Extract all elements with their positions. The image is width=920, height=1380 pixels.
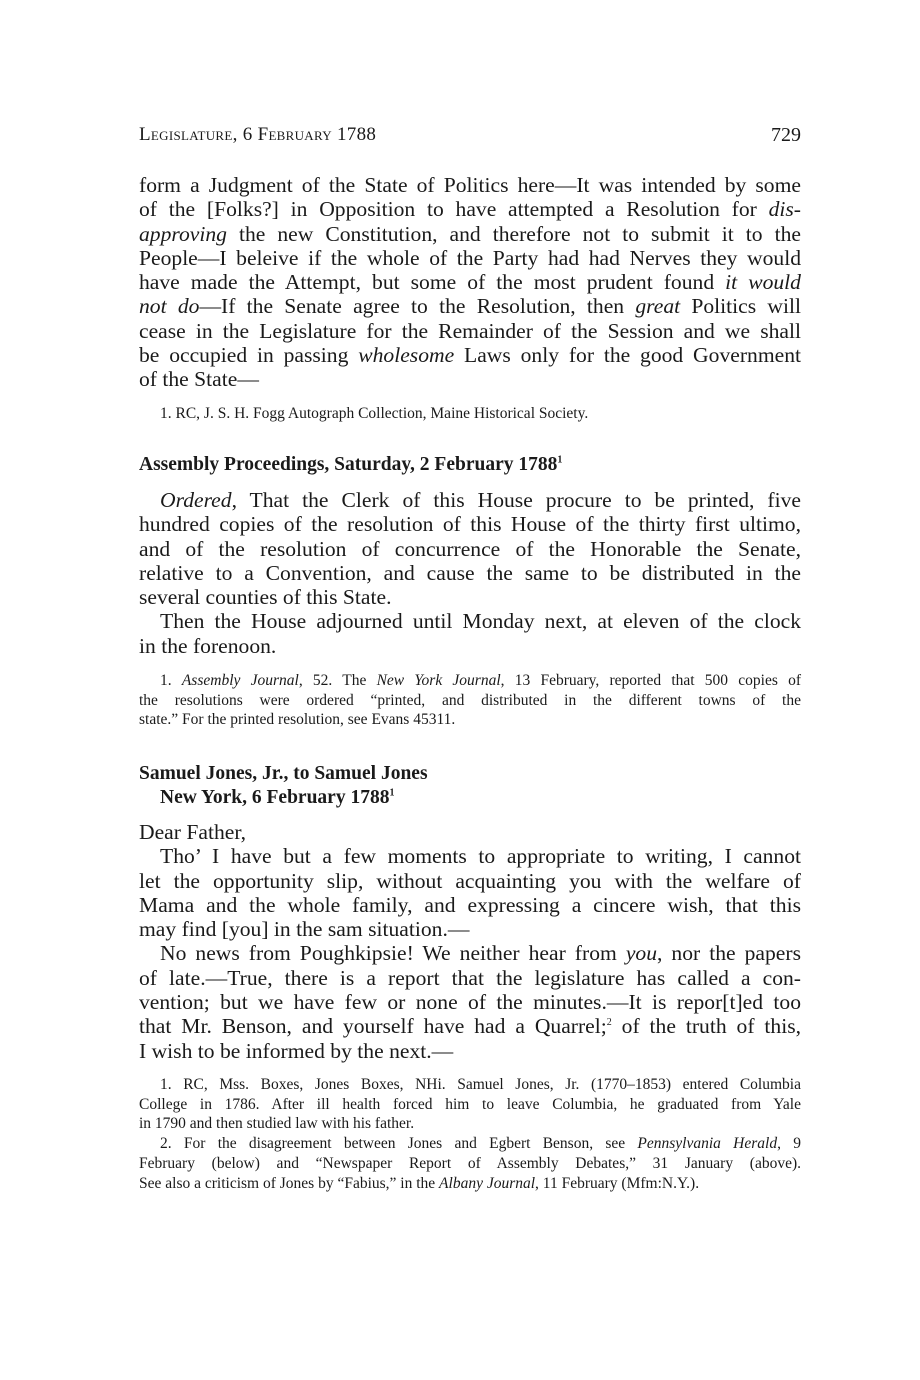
salutation: Dear Father, [139, 820, 247, 844]
text-line: of the State— [139, 367, 259, 392]
text-line: Ordered, That the Clerk of this House procure to be printed, five [160, 488, 801, 512]
footnote [139, 1134, 801, 1193]
ordered-paragraph [139, 488, 801, 609]
footnote [139, 671, 801, 730]
section-heading: Samuel Jones, Jr., to Samuel Jones [139, 763, 428, 784]
text-line: See also a criticism of Jones by “Fabius,” in the Albany Journal, 11 February (Mfm:N.Y.). [139, 1174, 700, 1192]
text-line: state.” For the printed resolution, see Evans 45311. [139, 711, 456, 729]
footnote-block-1 [139, 404, 801, 424]
footnote-block-2 [139, 671, 801, 730]
text-line: relative to a Convention, and cause the same to be distributed in the [139, 560, 801, 585]
text-line: No news from Poughkipsie! We neither hear from you, nor the papers [160, 941, 801, 966]
letter-continuation [139, 173, 801, 392]
text-line: I wish to be informed by the next.— [139, 1038, 454, 1063]
footnote [139, 1075, 801, 1134]
text-line: 1. RC, Mss. Boxes, Jones Boxes, NHi. Samuel Jones, Jr. (1770–1853) entered Columbia [160, 1076, 801, 1093]
footnote-block-3 [139, 1075, 801, 1193]
page-number: 729 [771, 124, 801, 146]
text-line: of the [Folks?] in Opposition to have attempted a Resolution for dis- [139, 197, 801, 222]
text-line: hundred copies of the resolution of this House of the thirty first ultimo, [139, 512, 801, 537]
text-line: February (below) and “Newspaper Report of Assembly Debates,” 31 January (above). [139, 1154, 801, 1172]
text-line: not do—If the Senate agree to the Resolution, then great Politics will [139, 294, 801, 319]
section-heading: Assembly Proceedings, Saturday, 2 February 1788$^1$ [139, 454, 563, 475]
text-line: let the opportunity slip, without acquainting you with the welfare of [139, 868, 801, 893]
text-line: may find [you] in the sam situation.— [139, 917, 470, 942]
text-line: College in 1786. After ill health forced him to leave Columbia, he graduated from Yale [139, 1095, 801, 1113]
text-line: approving the new Constitution, and therefore not to submit it to the [139, 221, 801, 246]
text-line: Tho’ I have but a few moments to appropriate to writing, I cannot [160, 844, 801, 869]
continuation-paragraph [139, 173, 801, 392]
text-line: People—I beleive if the whole of the Party had had Nerves they would [139, 245, 801, 270]
text-line: have made the Attempt, but some of the most prudent found it would [139, 270, 801, 295]
text-line: vention; but we have few or none of the minutes.—It is repor[t]ed too [139, 990, 801, 1015]
text-line: in the forenoon. [139, 633, 277, 658]
text-line: and of the resolution of concurrence of the Honorable the Senate, [139, 536, 801, 561]
footnote: 1. RC, J. S. H. Fogg Autograph Collection, Maine Historical Society. [160, 405, 589, 422]
footnote-ref: 2 [606, 1017, 612, 1029]
running-head [139, 124, 801, 150]
assembly-proceedings-body [139, 488, 801, 658]
text-line: be occupied in passing wholesome Laws only for the good Government [139, 343, 801, 368]
adjourned-paragraph [139, 609, 801, 658]
running-head-title: Legislature, 6 February 1788 [139, 124, 377, 145]
jones-letter-body [139, 820, 801, 1063]
text-line: several counties of this State. [139, 585, 392, 610]
text-line: form a Judgment of the State of Politics here—It was intended by some [139, 173, 801, 197]
text-line: Mama and the whole family, and expressing a cincere wish, that this [139, 892, 801, 917]
text-line: in 1790 and then studied law with his father. [139, 1115, 415, 1133]
letter-paragraph [139, 941, 801, 1062]
letter-paragraph [139, 844, 801, 941]
text-line: of late.—True, there is a report that the legislature has called a con- [139, 965, 801, 990]
text-line: that Mr. Benson, and yourself have had a Quarrel;$^2$ of the truth of this, [139, 1014, 802, 1039]
section-subheading: New York, 6 February 1788$^1$ [160, 787, 395, 808]
text-line: the resolutions were ordered “printed, and distributed in the different towns of the [139, 691, 801, 709]
text-line: cease in the Legislature for the Remainder of the Session and we shall [139, 318, 801, 343]
text-line: 1. Assembly Journal, 52. The New York Journal, 13 February, reported that 500 copies of [160, 672, 802, 689]
assembly-proceedings-section [139, 453, 801, 477]
jones-letter-heading [139, 762, 801, 810]
text-line: Then the House adjourned until Monday next, at eleven of the clock [160, 609, 801, 634]
text-line: 2. For the disagreement between Jones and Egbert Benson, see Pennsylvania Herald, 9 [160, 1135, 801, 1153]
